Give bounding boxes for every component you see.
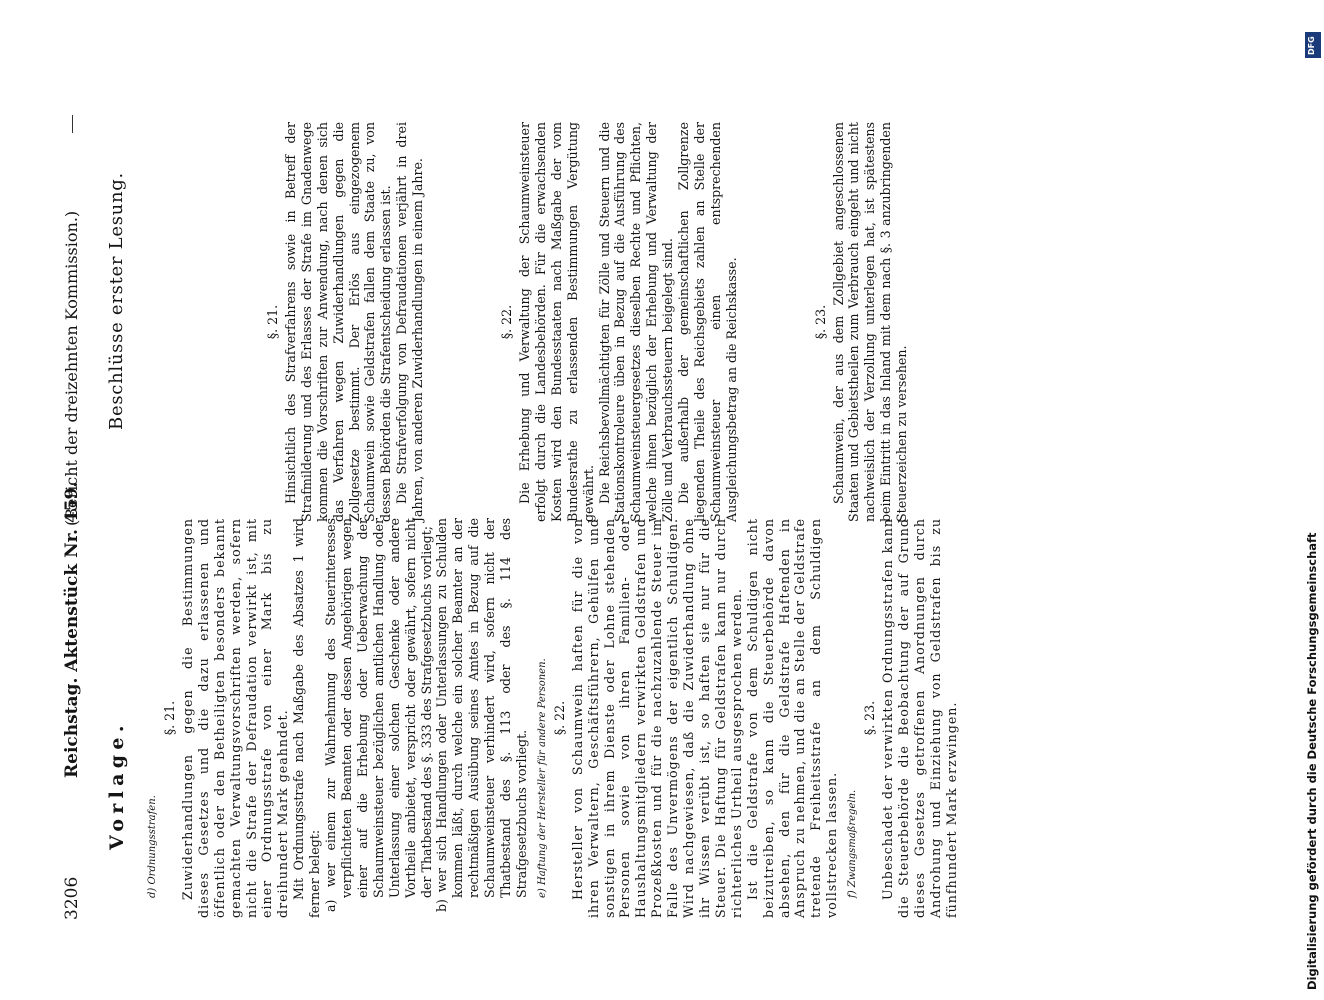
header-rule [72,115,73,133]
section-subtitle: f) Zwangsmaßregeln. [847,789,859,898]
paragraph-number: §. 22. [551,700,567,736]
right-column-heading: Beschlüsse erster Lesung. [106,172,127,430]
list-item: b) wer sich Handlungen oder Unterlassungen zu Schulden kommen läßt, durch welche ein solcher Beamter an der rechtmäßigen Ausübung seines Amtes in Bezug auf die Schaumweinsteuer verhindert wird, sofern nicht der Thatbestand des §. 113 oder des §. 114 des Strafgesetzbuchs vorliegt. [434,518,529,912]
digitization-attribution: Digitalisierung gefördert durch die Deutsche Forschungsgemeinschaft [1305,532,1319,990]
paper-title: Reichstag. Aktenstück Nr. 459. [62,481,82,778]
paragraph-text: Mit Ordnungsstrafe nach Maßgabe des Absatzes 1 wird ferner belegt: [291,518,323,918]
paragraph-text: Die außerhalb der gemeinschaftlichen Zollgrenze liegenden Theile des Reichsgebiets zahlen an Stelle der Schaumweinsteuer einen entsprechenden Ausgleichungsbetrag an die Reichskasse. [676,122,739,522]
spacer [740,122,810,522]
spacer [426,122,496,522]
paragraph-number: §. 21. [265,304,280,340]
left-column [140,518,960,918]
list-item: a) wer einem zur Wahrnehmung des Steuerinteresses verpflichteten Beamten oder dessen Angehörigen wegen einer auf die Erhebung oder Ueberwachung der Schaumweinsteuer bezüglichen amtlichen Handlung oder Unterlassung einer solchen Geschenke oder andere Vortheile anbietet, verspricht oder gewährt, sofern nicht der Thatbestand des §. 333 des Strafgesetzbuchs vorliegt; [323,518,434,912]
paragraph-number: §. 23. [862,700,878,736]
paragraph-text: Die Strafverfolgung von Defraudationen verjährt in drei Jahren, von anderen Zuwiderhandlungen in einem Jahre. [394,122,426,522]
section-subtitle: e) Haftung der Hersteller für andere Personen. [536,658,548,898]
left-column-heading: Vorlage. [106,720,128,850]
paragraph-text: Schaumwein, der aus dem Zollgebiet angeschlossenen Staaten und Gebietstheilen zum Verbrauch eingeht und nicht nachweislich der Verzollung unterlegen hat, ist spätestens beim Eintritt in das Inland mit dem nach §. 3 anzubringenden Steuerzeichen zu versehen. [830,122,910,522]
page-header [60,68,90,938]
paragraph-number: §. 23. [812,304,828,340]
paragraph-text: Die Reichsbevollmächtigten für Zölle und Steuern und die Stationskontroleure üben in Bezug auf die Ausführung des Schaumweinsteuergesetzes dieselben Rechte und Pflichten, welche ihnen bezüglich der Erhebung und Verwaltung der Zölle und Verbrauchssteuern beigelegt sind. [596,122,676,522]
paragraph-text: Ist die Geldstrafe von dem Schuldigen nicht beizutreiben, so kann die Steuerbehörde davon absehen, den für die Geldstrafe Haftenden in Anspruch zu nehmen, und die an Stelle der Geldstrafe tretende Freiheitsstrafe an dem Schuldigen vollstrecken lassen. [744,518,840,918]
report-title: (Bericht der dreizehnten Kommission.) [62,210,81,526]
right-column [262,122,910,522]
paragraph-text: Unbeschadet der verwirkten Ordnungsstrafen kann die Steuerbehörde die Beobachtung der auf Grund dieses Gesetzes getroffenen Anordnungen durch Androhung und Einziehung von Geldstrafen bis zu fünfhundert Mark erzwingen. [880,518,959,918]
page-number: 3206 [62,876,82,920]
paragraph-text: Hersteller von Schaumwein haften für die von ihren Verwaltern, Geschäftsführern, Gehülfen und sonstigen in ihrem Dienste oder Lohne stehenden Personen sowie von ihren Familien- oder Haushaltungsmitgliedern verwirkten Geldstrafen und Prozeßkosten und für die nachzuzahlende Steuer im Falle des Unvermögens der eigentlich Schuldigen. Wird nachgewiesen, daß die Zuwiderhandlung ohne ihr Wissen verübt ist, so haften sie nur für die Steuer. Die Haftung für Geldstrafen kann nur durch richterliches Urtheil ausgesprochen werden. [569,518,744,918]
dfg-logo-icon [1305,32,1321,58]
dfg-logo-text: DFG [1307,36,1316,55]
paragraph-number: §. 21. [162,700,177,736]
paragraph-text: Die Erhebung und Verwaltung der Schaumweinsteuer erfolgt durch die Landesbehörden. Für die erwachsenden Kosten wird den Bundesstaaten nach Maßgabe der vom Bundesrathe zu erlassenden Bestimmungen Vergütung gewährt. [516,122,596,522]
paragraph-number: §. 22. [499,304,515,340]
section-subtitle: d) Ordnungsstrafen. [147,795,158,898]
paragraph-text: Hinsichtlich des Strafverfahrens sowie in Betreff der Strafmilderung und des Erlasses der Strafe im Gnadenwege kommen die Vorschriften zur Anwendung, nach denen sich das Verfahren wegen Zuwiderhandlungen gegen die Zollgesetze bestimmt. Der Erlös aus eingezogenem Schaumwein sowie Geldstrafen fallen dem Staate zu, von dessen Behörden die Strafentscheidung erlassen ist. [282,122,394,522]
paragraph-text: Zuwiderhandlungen gegen die Bestimmungen dieses Gesetzes und die dazu erlassenen und öffentlich oder den Betheiligten besonders bekannt gemachten Verwaltungsvorschriften werden, sofern nicht die Strafe der Defraudation verwirkt ist, mit einer Ordnungsstrafe von einer Mark bis zu dreihundert Mark geahndet. [179,518,291,918]
